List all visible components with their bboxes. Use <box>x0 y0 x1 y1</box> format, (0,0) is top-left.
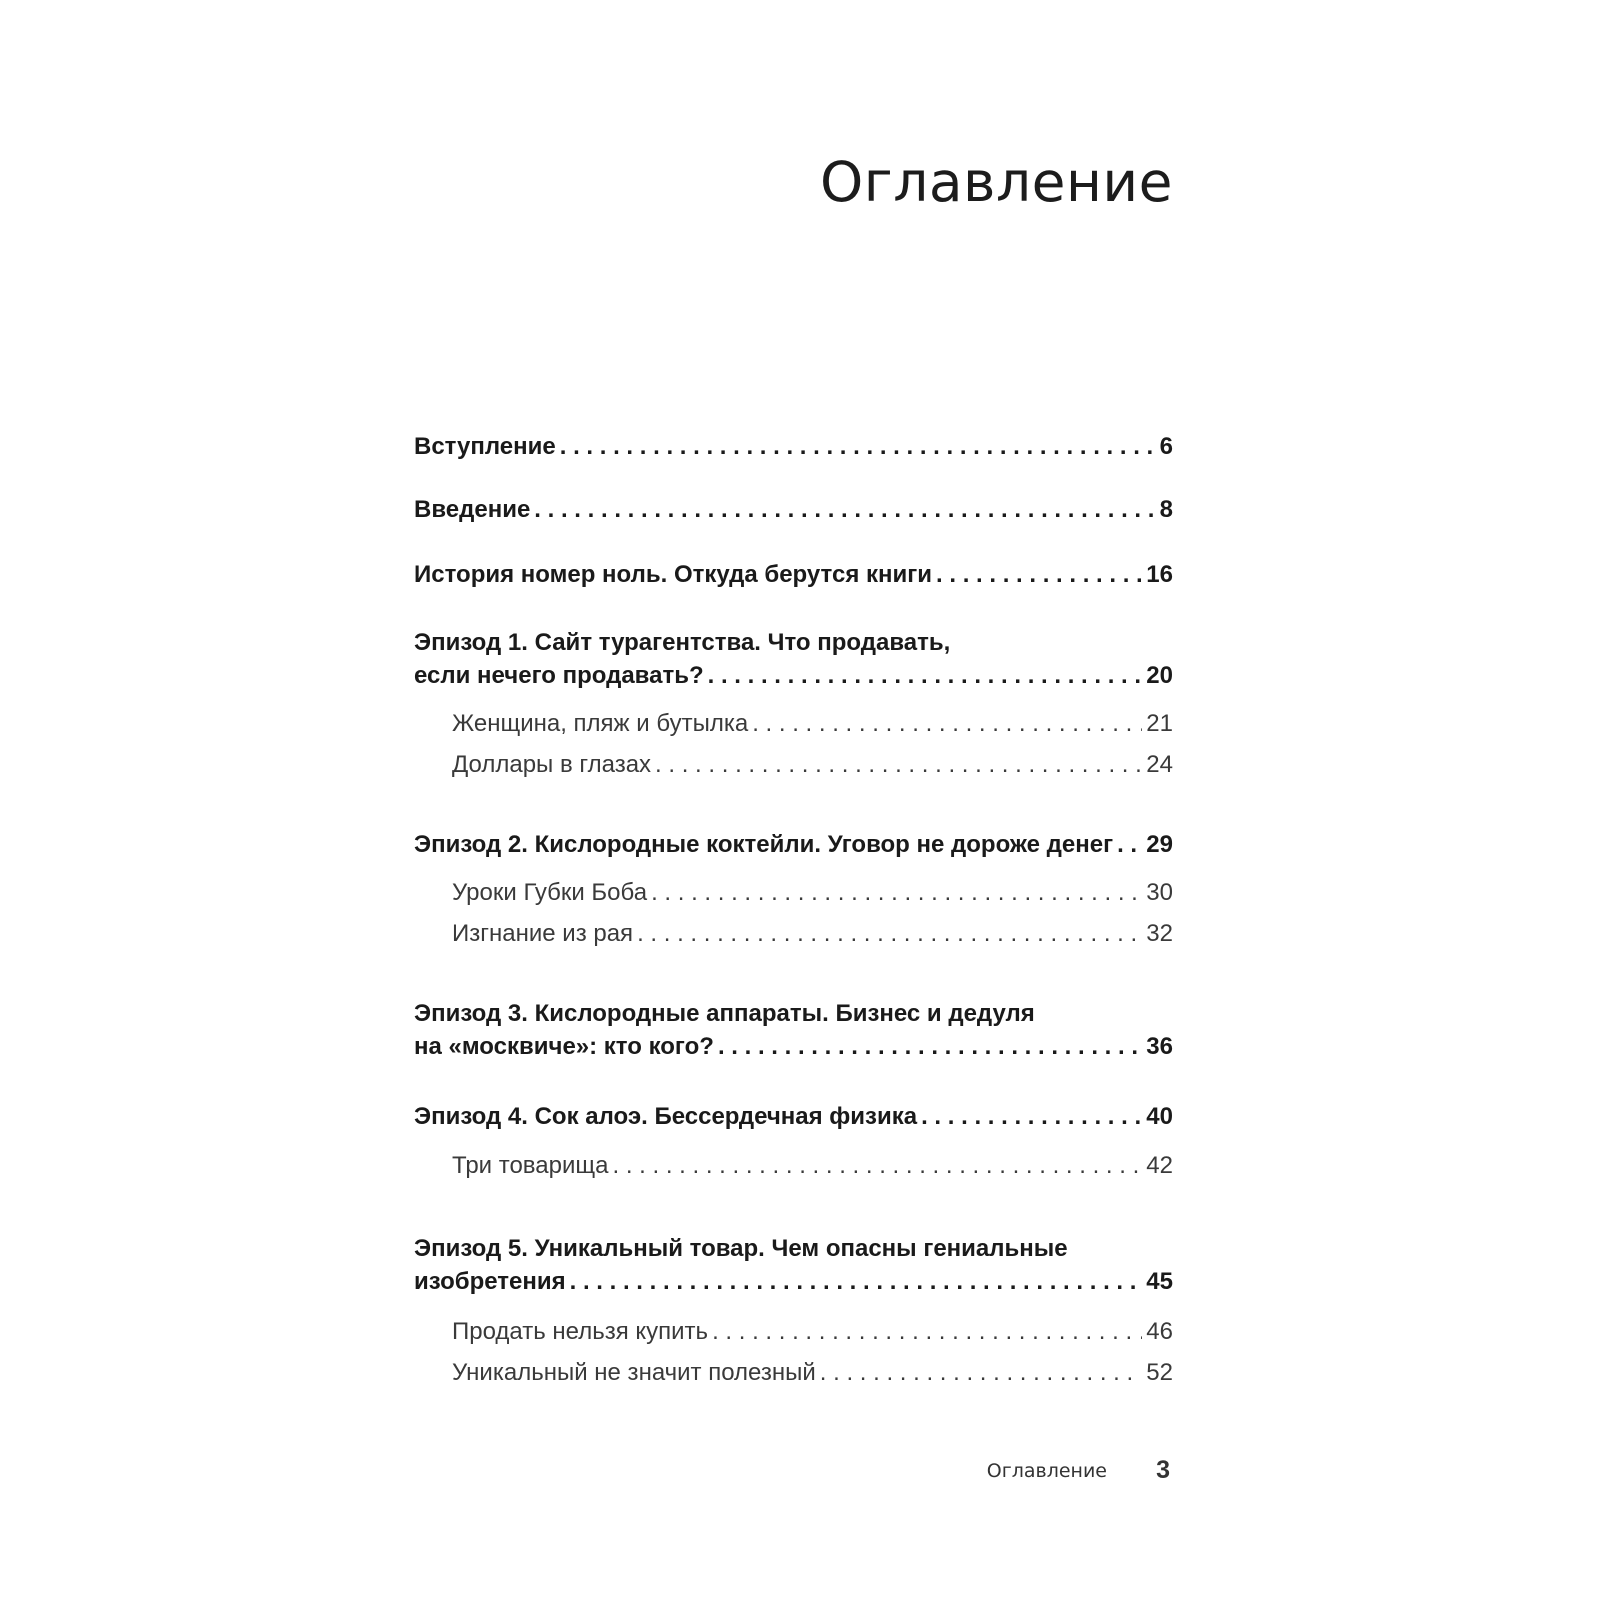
toc-subentry-zhenshchina[interactable] <box>452 707 1173 740</box>
toc-subentry-izgnanie[interactable] <box>452 917 1173 950</box>
dot-leader <box>651 876 1142 909</box>
toc-entry-title: Эпизод 4. Сок алоэ. Бессердечная физика <box>414 1103 918 1130</box>
toc-entry-title: История номер ноль. Откуда берутся книги <box>414 561 933 588</box>
toc-entry-page: 16 <box>1146 561 1173 588</box>
toc-entry-episode-1[interactable] <box>414 626 1173 692</box>
toc-entry-title: Уроки Губки Боба <box>452 879 648 906</box>
dot-leader <box>936 558 1142 591</box>
toc-entry-episode-3[interactable] <box>414 997 1173 1063</box>
page-number: 3 <box>1156 1456 1170 1484</box>
toc-entry-vvedenie[interactable] <box>414 493 1173 526</box>
toc-subentry-prodat[interactable] <box>452 1315 1173 1348</box>
toc-subentry-tri-tovarishcha[interactable] <box>452 1149 1173 1182</box>
toc-entry-title: Уникальный не значит полезный <box>452 1359 816 1386</box>
dot-leader <box>752 707 1142 740</box>
toc-entry-istoriya[interactable] <box>414 558 1173 591</box>
toc-subentry-uroki[interactable] <box>452 876 1173 909</box>
toc-entry-episode-2[interactable] <box>414 828 1173 861</box>
toc-entry-title: Изгнание из рая <box>452 920 634 947</box>
toc-entry-page: 20 <box>1146 662 1173 689</box>
toc-entry-title: изобретения <box>414 1268 566 1295</box>
dot-leader <box>570 1265 1143 1298</box>
running-head: Оглавление <box>986 1460 1107 1482</box>
toc-entry-page: 46 <box>1146 1318 1173 1345</box>
toc-entry-page: 36 <box>1146 1033 1173 1060</box>
toc-entry-title: Женщина, пляж и бутылка <box>452 710 749 737</box>
toc-entry-page: 45 <box>1146 1268 1173 1295</box>
toc-entry-title: Продать нельзя купить <box>452 1318 709 1345</box>
dot-leader <box>637 917 1142 950</box>
toc-entry-title: Введение <box>414 496 531 523</box>
toc-entry-episode-5[interactable] <box>414 1232 1173 1298</box>
toc-entry-title: на «москвиче»: кто кого? <box>414 1033 714 1060</box>
toc-subentry-unikalnyi[interactable] <box>452 1356 1173 1389</box>
toc-entry-title: Три товарища <box>452 1152 609 1179</box>
dot-leader <box>712 1315 1142 1348</box>
toc-entry-page: 29 <box>1146 831 1173 858</box>
dot-leader <box>708 659 1143 692</box>
toc-entry-page: 32 <box>1146 920 1173 947</box>
dot-leader <box>560 430 1156 463</box>
toc-entry-episode-4[interactable] <box>414 1100 1173 1133</box>
dot-leader <box>612 1149 1142 1182</box>
toc-entry-title-line-1: Эпизод 1. Сайт турагентства. Что продавать, <box>414 629 951 656</box>
toc-entry-title-line-1: Эпизод 5. Уникальный товар. Чем опасны гениальные <box>414 1235 1068 1262</box>
page-footer <box>0 1456 1600 1496</box>
toc-entry-page: 6 <box>1159 433 1173 460</box>
dot-leader <box>1117 828 1142 861</box>
toc-entry-page: 42 <box>1146 1152 1173 1179</box>
toc-subentry-dollary[interactable] <box>452 748 1173 781</box>
toc-entry-vstuplenie[interactable] <box>414 430 1173 463</box>
dot-leader <box>718 1030 1142 1063</box>
dot-leader <box>534 493 1155 526</box>
toc-entry-page: 24 <box>1146 751 1173 778</box>
toc-entry-title: Вступление <box>414 433 556 460</box>
toc-entry-page: 21 <box>1146 710 1173 737</box>
dot-leader <box>820 1356 1143 1389</box>
toc-entry-title: если нечего продавать? <box>414 662 704 689</box>
page-title: Оглавление <box>820 150 1173 214</box>
toc-entry-page: 30 <box>1146 879 1173 906</box>
toc-entry-title: Эпизод 2. Кислородные коктейли. Уговор не дороже денег <box>414 831 1114 858</box>
toc-entry-page: 8 <box>1159 496 1173 523</box>
dot-leader <box>655 748 1142 781</box>
toc-entry-title: Доллары в глазах <box>452 751 652 778</box>
toc-entry-title-line-1: Эпизод 3. Кислородные аппараты. Бизнес и дедуля <box>414 1000 1035 1027</box>
toc-entry-page: 52 <box>1146 1359 1173 1386</box>
dot-leader <box>921 1100 1142 1133</box>
toc-entry-page: 40 <box>1146 1103 1173 1130</box>
